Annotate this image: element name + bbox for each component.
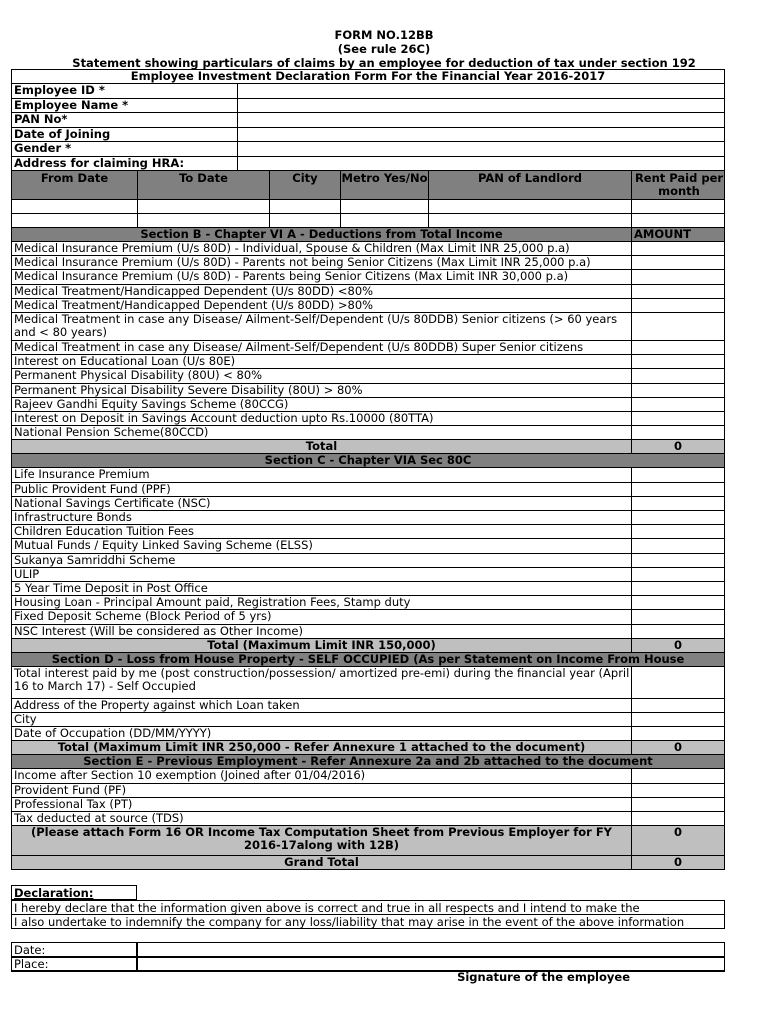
hra-input-cell[interactable] <box>137 214 269 227</box>
deduction-row <box>11 769 725 783</box>
section-d-total-value: 0 <box>631 741 724 754</box>
hra-column-header: From Date <box>40 171 109 185</box>
hra-input-cell[interactable] <box>631 214 726 227</box>
section-e-note-row <box>11 826 725 856</box>
deduction-label: Professional Tax (PT) <box>14 797 133 811</box>
employee-field-input[interactable] <box>237 113 724 127</box>
deduction-label: City <box>14 713 37 726</box>
amount-input[interactable] <box>631 554 724 567</box>
deduction-label: Date of Occupation (DD/MM/YYYY) <box>14 727 212 741</box>
deduction-label: Housing Loan - Principal Amount paid, Registration Fees, Stamp duty <box>14 596 411 610</box>
deduction-row <box>11 568 725 582</box>
hra-input-cell[interactable] <box>631 200 726 213</box>
employee-field-label: PAN No* <box>14 113 68 126</box>
employee-field-label: Employee Name * <box>14 98 129 112</box>
deduction-label: ULIP <box>14 567 40 581</box>
form-title: Employee Investment Declaration Form For the Financial Year 2016-2017 <box>130 70 606 83</box>
amount-input[interactable] <box>631 256 724 269</box>
amount-input[interactable] <box>631 699 724 712</box>
deduction-row <box>11 625 725 639</box>
hra-input-row <box>11 214 725 228</box>
deduction-row <box>11 483 725 497</box>
amount-input[interactable] <box>631 769 724 782</box>
deduction-row <box>11 242 725 256</box>
amount-input[interactable] <box>631 426 724 439</box>
date-label: Date: <box>11 942 137 957</box>
deduction-label: Public Provident Fund (PPF) <box>14 482 171 496</box>
deduction-label: Sukanya Samriddhi Scheme <box>14 553 176 567</box>
hra-column-header: Metro Yes/No <box>340 171 428 199</box>
deduction-label: Total interest paid by me (post construction/possession/ amortized pre-emi) during the financial year (April 16 to March 17) - Self Occupied <box>14 666 630 693</box>
section-b-total <box>11 440 725 454</box>
deduction-label: Medical Treatment in case any Disease/ Ailment-Self/Dependent (U/s 80DDB) Super Senior citizens <box>14 341 584 354</box>
employee-field-label: Address for claiming HRA: <box>14 156 185 170</box>
section-e-title <box>11 755 725 769</box>
hra-input-cell[interactable] <box>12 214 137 227</box>
deduction-label: Address of the Property against which Loan taken <box>14 698 300 712</box>
hra-header-row <box>11 171 725 200</box>
section-b-total-value: 0 <box>631 440 724 453</box>
amount-input[interactable] <box>631 596 724 609</box>
amount-input[interactable] <box>631 525 724 538</box>
deduction-row <box>11 798 725 812</box>
grand-total-label: Grand Total <box>284 856 359 870</box>
hra-input-cell[interactable] <box>340 214 428 227</box>
hra-input-row <box>11 200 725 214</box>
section-c-title-label: Section C - Chapter VIA Sec 80C <box>264 454 472 468</box>
amount-input[interactable] <box>631 483 724 496</box>
deduction-row <box>11 497 725 511</box>
employee-field-input[interactable] <box>237 142 724 156</box>
deduction-row <box>11 812 725 826</box>
section-e-note-value: 0 <box>631 826 724 855</box>
deduction-label: Medical Treatment in case any Disease/ Ailment-Self/Dependent (U/s 80DDB) Senior citizens (> 60 years and < 80 years) <box>14 313 618 339</box>
section-e-note: (Please attach Form 16 OR Income Tax Computation Sheet from Previous Employer for FY 2016-17along with 12B) <box>30 826 613 853</box>
amount-input[interactable] <box>631 610 724 623</box>
amount-input[interactable] <box>631 727 724 740</box>
deduction-row <box>11 256 725 270</box>
deduction-row <box>11 384 725 398</box>
section-b-title <box>11 228 725 242</box>
deduction-row <box>11 511 725 525</box>
deduction-row <box>11 539 725 553</box>
deduction-row <box>11 285 725 299</box>
section-d-title-label: Section D - Loss from House Property - SELF OCCUPIED (As per Statement on Income From House <box>51 652 685 666</box>
hra-input-cell[interactable] <box>428 200 631 213</box>
deduction-label: Tax deducted at source (TDS) <box>14 812 184 825</box>
employee-field-label: Date of Joining <box>14 127 111 141</box>
deduction-row <box>11 355 725 369</box>
employee-field-row <box>11 84 725 99</box>
employee-field-row <box>11 142 725 157</box>
amount-input[interactable] <box>631 398 724 411</box>
amount-input[interactable] <box>631 355 724 368</box>
form-number: FORM NO.12BB <box>334 28 434 42</box>
employee-field-label: Gender * <box>14 142 72 155</box>
section-c-total-value: 0 <box>631 639 724 652</box>
deduction-label: Infrastructure Bonds <box>14 511 132 524</box>
deduction-row <box>11 270 725 284</box>
amount-input[interactable] <box>631 784 724 797</box>
employee-field-input[interactable] <box>237 99 724 113</box>
deduction-label: Medical Treatment/Handicapped Dependent (U/s 80DD) >80% <box>14 298 374 312</box>
amount-input[interactable] <box>631 497 724 510</box>
employee-field-input[interactable] <box>237 157 724 171</box>
deduction-row <box>11 554 725 568</box>
amount-input[interactable] <box>631 384 724 397</box>
section-d-title <box>11 653 725 667</box>
deduction-label: Permanent Physical Disability Severe Disability (80U) > 80% <box>14 383 363 397</box>
section-b-total-label: Total <box>305 440 338 454</box>
deduction-row <box>11 426 725 440</box>
deduction-label: Children Education Tuition Fees <box>14 525 194 539</box>
declaration-line-1: I hereby declare that the information given above is correct and true in all respects and I intend to make the <box>11 900 725 915</box>
amount-input[interactable] <box>631 812 724 825</box>
amount-input[interactable] <box>631 625 724 638</box>
section-c-title <box>11 454 725 468</box>
deduction-row <box>11 699 725 713</box>
amount-input[interactable] <box>631 412 724 425</box>
amount-input[interactable] <box>631 539 724 552</box>
amount-input[interactable] <box>631 313 724 340</box>
amount-input[interactable] <box>631 299 724 312</box>
deduction-label: NSC Interest (Will be considered as Other Income) <box>14 624 303 638</box>
deduction-label: Permanent Physical Disability (80U) < 80% <box>14 369 263 383</box>
deduction-label: Rajeev Gandhi Equity Savings Scheme (80CCG) <box>14 397 289 411</box>
signature-label: Signature of the employee <box>457 970 630 984</box>
section-d-total-label: Total (Maximum Limit INR 250,000 - Refer Annexure 1 attached to the document) <box>57 741 586 755</box>
employee-field-row <box>11 99 725 114</box>
employee-field-row <box>11 157 725 172</box>
amount-input[interactable] <box>631 713 724 726</box>
section-d-total <box>11 741 725 755</box>
hra-input-cell[interactable] <box>340 200 428 213</box>
section-b-title-label: Section B - Chapter VI A - Deductions from Total Income <box>140 228 503 241</box>
section-c-total-label: Total (Maximum Limit INR 150,000) <box>207 638 436 652</box>
deduction-row <box>11 398 725 412</box>
place-label: Place: <box>11 957 137 971</box>
deduction-row <box>11 610 725 624</box>
amount-input[interactable] <box>631 468 724 481</box>
deduction-row <box>11 412 725 426</box>
amount-input[interactable] <box>631 568 724 581</box>
deduction-label: Medical Insurance Premium (U/s 80D) - Individual, Spouse & Children (Max Limit INR 25,000 p.a) <box>14 242 570 255</box>
amount-input[interactable] <box>631 798 724 811</box>
deduction-label: Life Insurance Premium <box>14 468 150 482</box>
grand-total <box>11 856 725 870</box>
deduction-row <box>11 667 725 699</box>
hra-column-header: Rent Paid per month <box>631 171 726 199</box>
amount-input[interactable] <box>631 270 724 283</box>
deduction-label: National Pension Scheme(80CCD) <box>14 426 209 440</box>
deduction-row <box>11 713 725 727</box>
employee-field-label: Employee ID * <box>14 84 105 97</box>
deduction-row <box>11 369 725 383</box>
amount-header: AMOUNT <box>631 228 724 241</box>
deduction-row <box>11 727 725 741</box>
deduction-label: 5 Year Time Deposit in Post Office <box>14 582 208 595</box>
deduction-row <box>11 784 725 798</box>
amount-input[interactable] <box>631 369 724 382</box>
section-e-title-label: Section E - Previous Employment - Refer Annexure 2a and 2b attached to the document <box>83 755 653 769</box>
amount-input[interactable] <box>631 582 724 595</box>
deduction-label: Medical Treatment/Handicapped Dependent (U/s 80DD) <80% <box>14 284 374 298</box>
deduction-label: National Savings Certificate (NSC) <box>14 496 211 510</box>
amount-input[interactable] <box>631 285 724 298</box>
section-c-total <box>11 639 725 653</box>
employee-field-input[interactable] <box>237 84 724 98</box>
deduction-label: Income after Section 10 exemption (Joined after 01/04/2016) <box>14 769 366 783</box>
deduction-row <box>11 341 725 355</box>
form-title-row <box>11 69 725 84</box>
deduction-row <box>11 313 725 341</box>
employee-field-row <box>11 128 725 143</box>
grand-total-value: 0 <box>631 856 724 869</box>
employee-field-row <box>11 113 725 128</box>
deduction-row <box>11 468 725 482</box>
deduction-label: Interest on Deposit in Savings Account deduction upto Rs.10000 (80TTA) <box>14 412 434 425</box>
hra-column-header: PAN of Landlord <box>428 171 631 199</box>
hra-input-cell[interactable] <box>269 214 340 227</box>
hra-column-header: City <box>269 171 340 199</box>
employee-field-input[interactable] <box>237 128 724 142</box>
amount-input[interactable] <box>631 341 724 354</box>
deduction-label: Provident Fund (PF) <box>14 783 127 797</box>
declaration-line-2: I also undertake to indemnify the company for any loss/liability that may arise in the event of the above information <box>11 914 725 929</box>
deduction-label: Fixed Deposit Scheme (Block Period of 5 yrs) <box>14 610 272 624</box>
amount-input[interactable] <box>631 667 724 698</box>
deduction-label: Mutual Funds / Equity Linked Saving Scheme (ELSS) <box>14 539 313 553</box>
hra-input-cell[interactable] <box>137 200 269 213</box>
amount-input[interactable] <box>631 242 724 255</box>
deduction-label: Medical Insurance Premium (U/s 80D) - Parents being Senior Citizens (Max Limit INR 30,000 p.a) <box>14 270 569 284</box>
deduction-label: Medical Insurance Premium (U/s 80D) - Parents not being Senior Citizens (Max Limit INR 25,000 p.a) <box>14 256 591 270</box>
deduction-label: Interest on Educational Loan (U/s 80E) <box>14 355 236 369</box>
form-rule: (See rule 26C) <box>337 42 431 56</box>
deduction-row <box>11 299 725 313</box>
form-statement: Statement showing particulars of claims by an employee for deduction of tax under section 192 <box>72 56 696 70</box>
deduction-row <box>11 582 725 596</box>
hra-input-cell[interactable] <box>12 200 137 213</box>
declaration-title: Declaration: <box>11 885 137 900</box>
place-input[interactable] <box>137 957 725 971</box>
hra-input-cell[interactable] <box>428 214 631 227</box>
amount-input[interactable] <box>631 511 724 524</box>
hra-column-header: To Date <box>137 171 269 199</box>
date-input[interactable] <box>137 942 725 957</box>
deduction-row <box>11 596 725 610</box>
deduction-row <box>11 525 725 539</box>
hra-input-cell[interactable] <box>269 200 340 213</box>
